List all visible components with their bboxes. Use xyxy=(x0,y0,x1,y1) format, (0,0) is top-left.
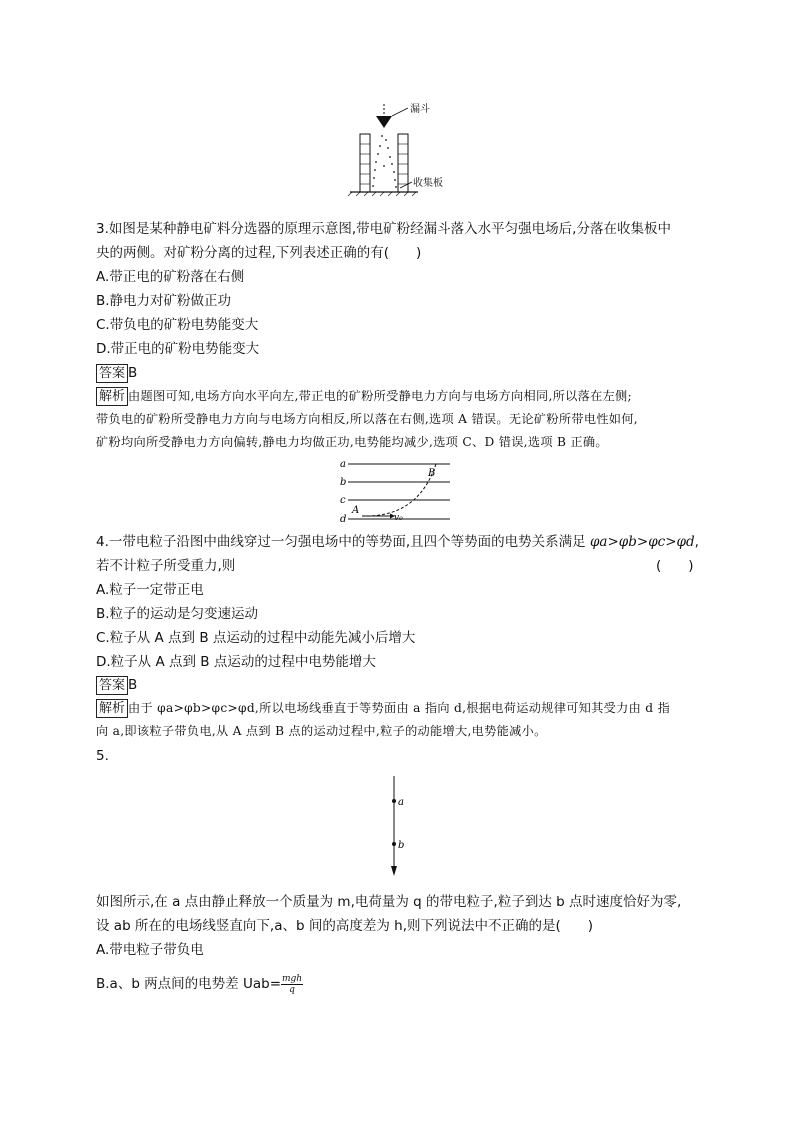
q5-stem-line2: 设 ab 所在的电场线竖直向下,a、b 间的高度差为 h,则下列说法中不正确的是( ) xyxy=(96,918,594,934)
trajectory-curve xyxy=(362,464,436,516)
q5-option-a: A.带电粒子带负电 xyxy=(96,942,204,958)
q3-analysis-line1: 由题图可知,电场方向水平向左,带正电的矿粉所受静电力方向与电场方向相同,所以落在左侧; xyxy=(128,389,632,403)
q3-option-c: C.带负电的矿粉电势能变大 xyxy=(96,317,259,333)
point-b-label: b xyxy=(398,840,405,851)
q3-answer-row xyxy=(96,364,137,383)
fraction: mgh q xyxy=(282,973,303,995)
point-a-label: A xyxy=(352,505,360,516)
arrow-down-icon xyxy=(391,866,397,876)
answer-label: 答案 xyxy=(96,364,128,383)
q3-option-b: B.静电力对矿粉做正功 xyxy=(96,293,232,309)
q4-paren: ( ) xyxy=(656,558,694,574)
q5-stem-line1: 如图所示,在 a 点由静止释放一个质量为 m,电荷量为 q 的带电粒子,粒子到达 b 点时速度恰好为零, xyxy=(96,894,682,910)
funnel-icon xyxy=(376,116,392,128)
line-b-label: b xyxy=(340,477,347,488)
q3-analysis xyxy=(96,385,696,454)
q4-stem-line2: 若不计粒子所受重力,则 xyxy=(96,558,236,574)
q3-stem-line1: 3.如图是某种静电矿料分选器的原理示意图,带电矿粉经漏斗落入水平匀强电场后,分落在收集板中 xyxy=(96,221,671,237)
q3-stem-line2: 央的两侧。对矿粉分离的过程,下列表述正确的有( ) xyxy=(96,245,422,261)
line-a-label: a xyxy=(340,459,346,470)
funnel-label: 漏斗 xyxy=(410,104,430,115)
q3-analysis-line3: 矿粉均向所受静电力方向偏转,静电力均做正功,电势能均减少,选项 C、D 错误,选项 B 正确。 xyxy=(96,435,608,449)
velocity-label: v₀ xyxy=(394,513,403,523)
point-a-label: a xyxy=(398,797,404,808)
point-b-label: B xyxy=(428,468,436,479)
q3-answer: B xyxy=(128,365,138,381)
q4-option-c: C.粒子从 A 点到 B 点运动的过程中动能先减小后增大 xyxy=(96,630,416,646)
q3-analysis-line2: 带负电的矿粉所受静电力方向与电场方向相反,所以落在右侧,选项 A 错误。无论矿粉所带电性如何, xyxy=(96,412,638,426)
separator-figure xyxy=(340,102,470,198)
q4-option-a: A.粒子一定带正电 xyxy=(96,582,204,598)
analysis-label: 解析 xyxy=(96,699,128,718)
q4-answer: B xyxy=(128,677,138,693)
analysis-label: 解析 xyxy=(96,387,128,406)
line-d-label: d xyxy=(340,514,347,525)
q4-analysis xyxy=(96,697,696,743)
equipotential-figure xyxy=(338,456,454,526)
q4-answer-row xyxy=(96,676,137,695)
q4-relation: φa>φb>φc>φd xyxy=(589,534,695,550)
plate-label: 收集板 xyxy=(413,178,443,189)
q4-analysis-line2: 向 a,即该粒子带负电,从 A 点到 B 点的运动过程中,粒子的动能增大,电势能减小。 xyxy=(96,724,547,738)
q4-option-b: B.粒子的运动是匀变速运动 xyxy=(96,606,259,622)
q4-analysis-line1: 由于 φa>φb>φc>φd,所以电场线垂直于等势面由 a 指向 d,根据电荷运动规律可知其受力由 d 指 xyxy=(128,701,671,715)
q3-option-d: D.带正电的矿粉电势能变大 xyxy=(96,341,260,357)
answer-label: 答案 xyxy=(96,676,128,695)
field-line-figure xyxy=(386,774,416,880)
line-c-label: c xyxy=(340,495,346,506)
q5-number: 5. xyxy=(96,748,109,764)
q3-option-a: A.带正电的矿粉落在右侧 xyxy=(96,269,245,285)
q5-option-b: B.a、b 两点间的电势差 Uab= mgh q xyxy=(96,973,303,995)
q4-option-d: D.粒子从 A 点到 B 点运动的过程中电势能增大 xyxy=(96,654,376,670)
q4-stem-line1: 4.一带电粒子沿图中曲线穿过一匀强电场中的等势面,且四个等势面的电势关系满足 φa>φb>φc>φd, xyxy=(96,534,699,550)
